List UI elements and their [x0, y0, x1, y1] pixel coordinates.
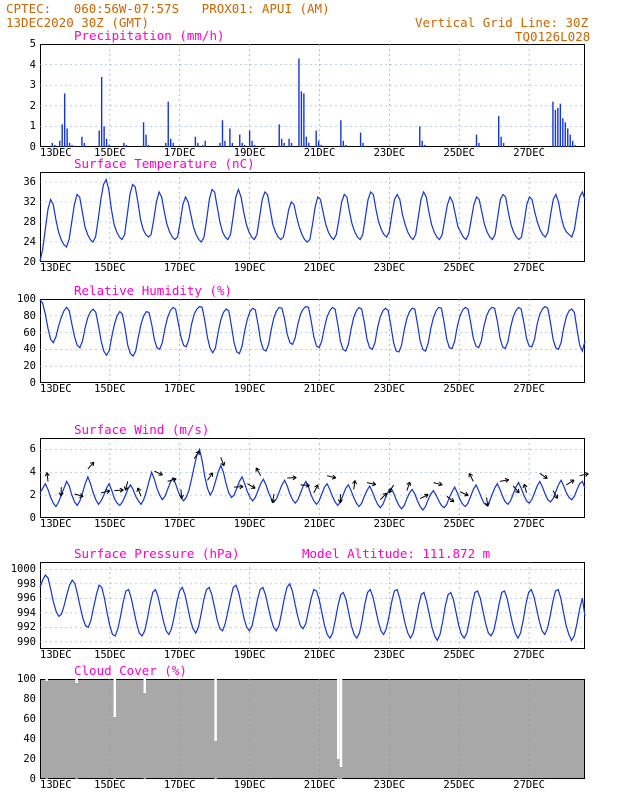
x-tick-label: 27DEC	[513, 649, 545, 661]
chart-title-wind: Surface Wind (m/s)	[74, 422, 210, 437]
x-tick-label: 27DEC	[513, 262, 545, 274]
y-tick-label: 994	[17, 606, 36, 619]
x-tick-label: 21DEC	[303, 147, 336, 159]
svg-wind	[40, 438, 585, 518]
header-grid-note: Vertical Grid Line: 30Z	[415, 15, 589, 30]
chart-title-pressure: Surface Pressure (hPa)	[74, 546, 240, 561]
x-tick-label: 13DEC	[40, 262, 72, 274]
chart-title-temperature: Surface Temperature (nC)	[74, 156, 255, 171]
y-tick-label: 4	[29, 466, 36, 479]
x-tick-label: 23DEC	[373, 649, 406, 661]
y-tick-label: 996	[17, 592, 36, 605]
x-tick-label: 25DEC	[443, 518, 475, 530]
y-tick-label: 60	[23, 326, 36, 339]
y-tick-label: 24	[23, 236, 36, 248]
x-tick-label: 13DEC	[40, 649, 72, 661]
x-tick-label: 25DEC	[443, 383, 475, 395]
x-tick-label: 15DEC	[94, 649, 126, 661]
chart-title-precipitation: Precipitation (mm/h)	[74, 28, 225, 43]
x-tick-label: 19DEC	[233, 147, 266, 159]
x-tick-label: 15DEC	[94, 383, 126, 395]
x-tick-label: 15DEC	[94, 147, 126, 159]
chart-title-cloud: Cloud Cover (%)	[74, 663, 187, 678]
x-tick-label: 27DEC	[513, 147, 545, 159]
chart-relative-humidity	[17, 283, 585, 395]
xaxis-pressure	[40, 650, 585, 662]
x-tick-label: 23DEC	[373, 779, 406, 791]
y-tick-label: 60	[23, 713, 36, 725]
x-tick-label: 25DEC	[443, 779, 475, 791]
x-tick-label: 13DEC	[40, 779, 72, 791]
x-tick-label: 15DEC	[94, 779, 126, 791]
y-tick-label: 990	[17, 635, 36, 648]
x-tick-label: 27DEC	[513, 779, 545, 791]
chart-surface-temperature	[23, 156, 585, 274]
x-tick-label: 23DEC	[373, 147, 406, 159]
x-tick-label: 23DEC	[373, 383, 406, 395]
header-line2: 13DEC2020 30Z (GMT)	[6, 15, 149, 30]
x-tick-label: 17DEC	[163, 518, 196, 530]
x-tick-label: 19DEC	[233, 779, 266, 791]
x-tick-label: 21DEC	[303, 262, 336, 274]
y-tick-label: 1000	[10, 563, 36, 576]
chart-cloud-cover	[17, 663, 585, 791]
y-tick-label: 4	[29, 58, 36, 71]
model-altitude-label: Model Altitude: 111.872 m	[302, 546, 491, 561]
y-tick-label: 100	[17, 673, 36, 685]
x-tick-label: 13DEC	[40, 383, 72, 395]
xaxis-humidity	[40, 384, 585, 396]
y-tick-label: 0	[29, 773, 36, 785]
header-line1: CPTEC: 060:56W-07:57S PROX01: APUI (AM)	[6, 1, 330, 16]
xaxis-cloud	[40, 780, 585, 792]
y-tick-label: 6	[29, 443, 36, 456]
x-tick-label: 27DEC	[513, 383, 545, 395]
x-tick-label: 21DEC	[303, 649, 336, 661]
chart-title-humidity: Relative Humidity (%)	[74, 283, 233, 298]
y-tick-label: 3	[29, 79, 36, 92]
x-tick-label: 19DEC	[233, 262, 266, 274]
y-tick-label: 80	[23, 309, 36, 322]
y-tick-label: 32	[23, 196, 36, 208]
svg-cloud	[40, 679, 585, 779]
x-tick-label: 25DEC	[443, 147, 475, 159]
y-tick-label: 2	[29, 99, 36, 112]
y-tick-label: 0	[29, 141, 36, 153]
xaxis-wind	[40, 519, 585, 531]
chart-surface-wind	[29, 422, 585, 530]
y-tick-label: 40	[23, 343, 36, 356]
x-tick-label: 17DEC	[163, 147, 196, 159]
y-tick-label: 2	[29, 489, 36, 502]
x-tick-label: 23DEC	[373, 262, 406, 274]
x-tick-label: 17DEC	[163, 383, 196, 395]
x-tick-label: 23DEC	[373, 518, 406, 530]
x-tick-label: 17DEC	[163, 649, 196, 661]
x-tick-label: 27DEC	[513, 518, 545, 530]
y-tick-label: 28	[23, 216, 36, 228]
y-tick-label: 992	[17, 621, 36, 634]
y-tick-label: 1	[29, 120, 36, 133]
y-tick-label: 20	[23, 256, 36, 268]
y-tick-label: 998	[17, 577, 36, 590]
x-tick-label: 21DEC	[303, 779, 336, 791]
x-tick-label: 21DEC	[303, 518, 336, 530]
x-tick-label: 13DEC	[40, 147, 72, 159]
y-tick-label: 0	[29, 377, 36, 389]
x-tick-label: 15DEC	[94, 518, 126, 530]
svg-pressure	[40, 562, 585, 649]
x-tick-label: 25DEC	[443, 649, 475, 661]
x-tick-label: 17DEC	[163, 262, 196, 274]
chart-surface-pressure	[10, 546, 585, 661]
y-tick-label: 36	[23, 176, 36, 188]
x-tick-label: 17DEC	[163, 779, 196, 791]
svg-temperature	[40, 172, 585, 262]
svg-humidity	[40, 299, 585, 383]
svg-precipitation	[40, 44, 585, 147]
x-tick-label: 19DEC	[233, 649, 266, 661]
x-tick-label: 19DEC	[233, 518, 266, 530]
x-tick-label: 13DEC	[40, 518, 72, 530]
xaxis-temperature	[40, 263, 585, 275]
y-tick-label: 40	[23, 733, 36, 745]
y-tick-label: 80	[23, 693, 36, 705]
y-tick-label: 0	[29, 512, 36, 524]
x-tick-label: 15DEC	[94, 262, 126, 274]
y-tick-label: 100	[17, 293, 36, 305]
y-tick-label: 5	[29, 38, 36, 50]
x-tick-label: 19DEC	[233, 383, 266, 395]
x-tick-label: 25DEC	[443, 262, 475, 274]
header-model-code: TQ0126L028	[515, 29, 591, 44]
y-tick-label: 20	[23, 360, 36, 373]
y-tick-label: 20	[23, 753, 36, 765]
x-tick-label: 21DEC	[303, 383, 336, 395]
